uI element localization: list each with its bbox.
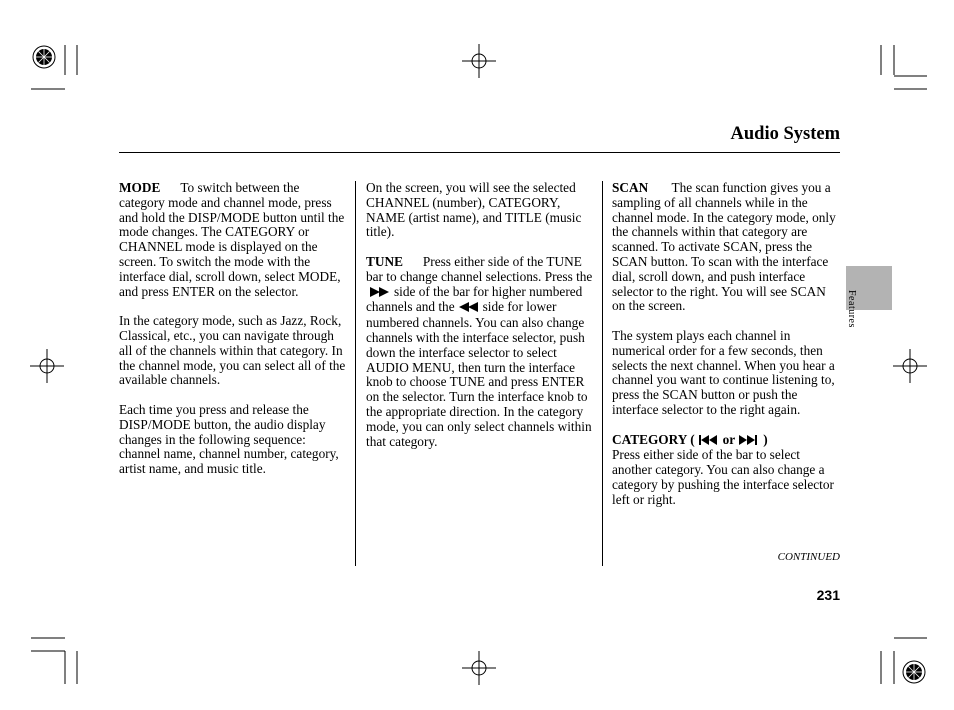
mode-paragraph-3: Each time you press and release the DISP/MODE button, the audio display changes in the following sequence: channel name, channel number, category, artist name, and music title. bbox=[119, 401, 339, 477]
column-mode bbox=[119, 181, 347, 492]
column-divider-2 bbox=[602, 181, 603, 566]
scan-paragraph-1 bbox=[612, 181, 840, 314]
column-tune bbox=[366, 181, 594, 464]
column-scan bbox=[612, 181, 840, 508]
tune-text-1: Press either side of the TUNE bar to change channel selections. Press the bbox=[366, 253, 593, 284]
scan-paragraph-2: The system plays each channel in numerical order for a few seconds, then selects the next channel. When you hear a channel you want to continue listening to, press the SCAN button or push the interface selector to the right again. bbox=[612, 327, 835, 417]
tune-label: TUNE bbox=[366, 253, 403, 269]
scan-text-1: The scan function gives you a sampling of all channels while in the channel mode. In the category mode, only the channels within that category are scanned. To activate SCAN, press the SCAN button. To scan with the interface dial, scroll down, and push interface selector to the right. You will see SCAN on the screen. bbox=[612, 180, 836, 314]
continued-note: CONTINUED bbox=[777, 551, 840, 563]
rewind-icon bbox=[459, 301, 479, 316]
tune-text-2: side of the bar for higher numbered channels and the bbox=[366, 283, 583, 315]
category-label: CATEGORY ( or ) bbox=[612, 431, 768, 447]
mode-paragraph-2: In the category mode, such as Jazz, Rock, Classical, etc., you can navigate through all of the channels within that category. In the channel mode, you can select all of the available channels. bbox=[119, 313, 346, 388]
section-tab-label: Features bbox=[846, 290, 857, 328]
page-title: Audio System bbox=[730, 124, 840, 144]
fast-forward-icon bbox=[370, 286, 390, 301]
skip-forward-icon bbox=[739, 434, 759, 449]
tune-intro: On the screen, you will see the selected CHANNEL (number), CATEGORY, NAME (artist name), and TITLE (music title). bbox=[366, 180, 582, 240]
tune-paragraph bbox=[366, 255, 594, 449]
mode-paragraph-1 bbox=[119, 181, 347, 299]
category-paragraph bbox=[612, 433, 840, 508]
scan-label: SCAN bbox=[612, 180, 649, 195]
mode-text-1: To switch between the category mode and channel mode, press and hold the DISP/MODE button until the mode changes. The CATEGORY or CHANNEL mode is displayed on the screen. To switch the mode with the interface dial, scroll down, select MODE, and press ENTER on the selector. bbox=[119, 180, 345, 299]
skip-back-icon bbox=[699, 434, 719, 449]
header-rule bbox=[119, 152, 840, 153]
column-divider-1 bbox=[355, 181, 356, 566]
category-text: Press either side of the bar to select another category. You can also change a category by pushing the interface selector left or right. bbox=[612, 447, 834, 507]
tune-text-3: side for lower numbered channels. You can also change channels with the interface selector, push down the interface selector to select AUDIO MENU, then turn the interface knob to choose TUNE and press ENTER on the selector. Turn the interface knob to the appropriate direction. In the category mode, you can only select channels within that category. bbox=[366, 299, 592, 449]
page-number: 231 bbox=[816, 587, 840, 603]
mode-label: MODE bbox=[119, 180, 161, 195]
